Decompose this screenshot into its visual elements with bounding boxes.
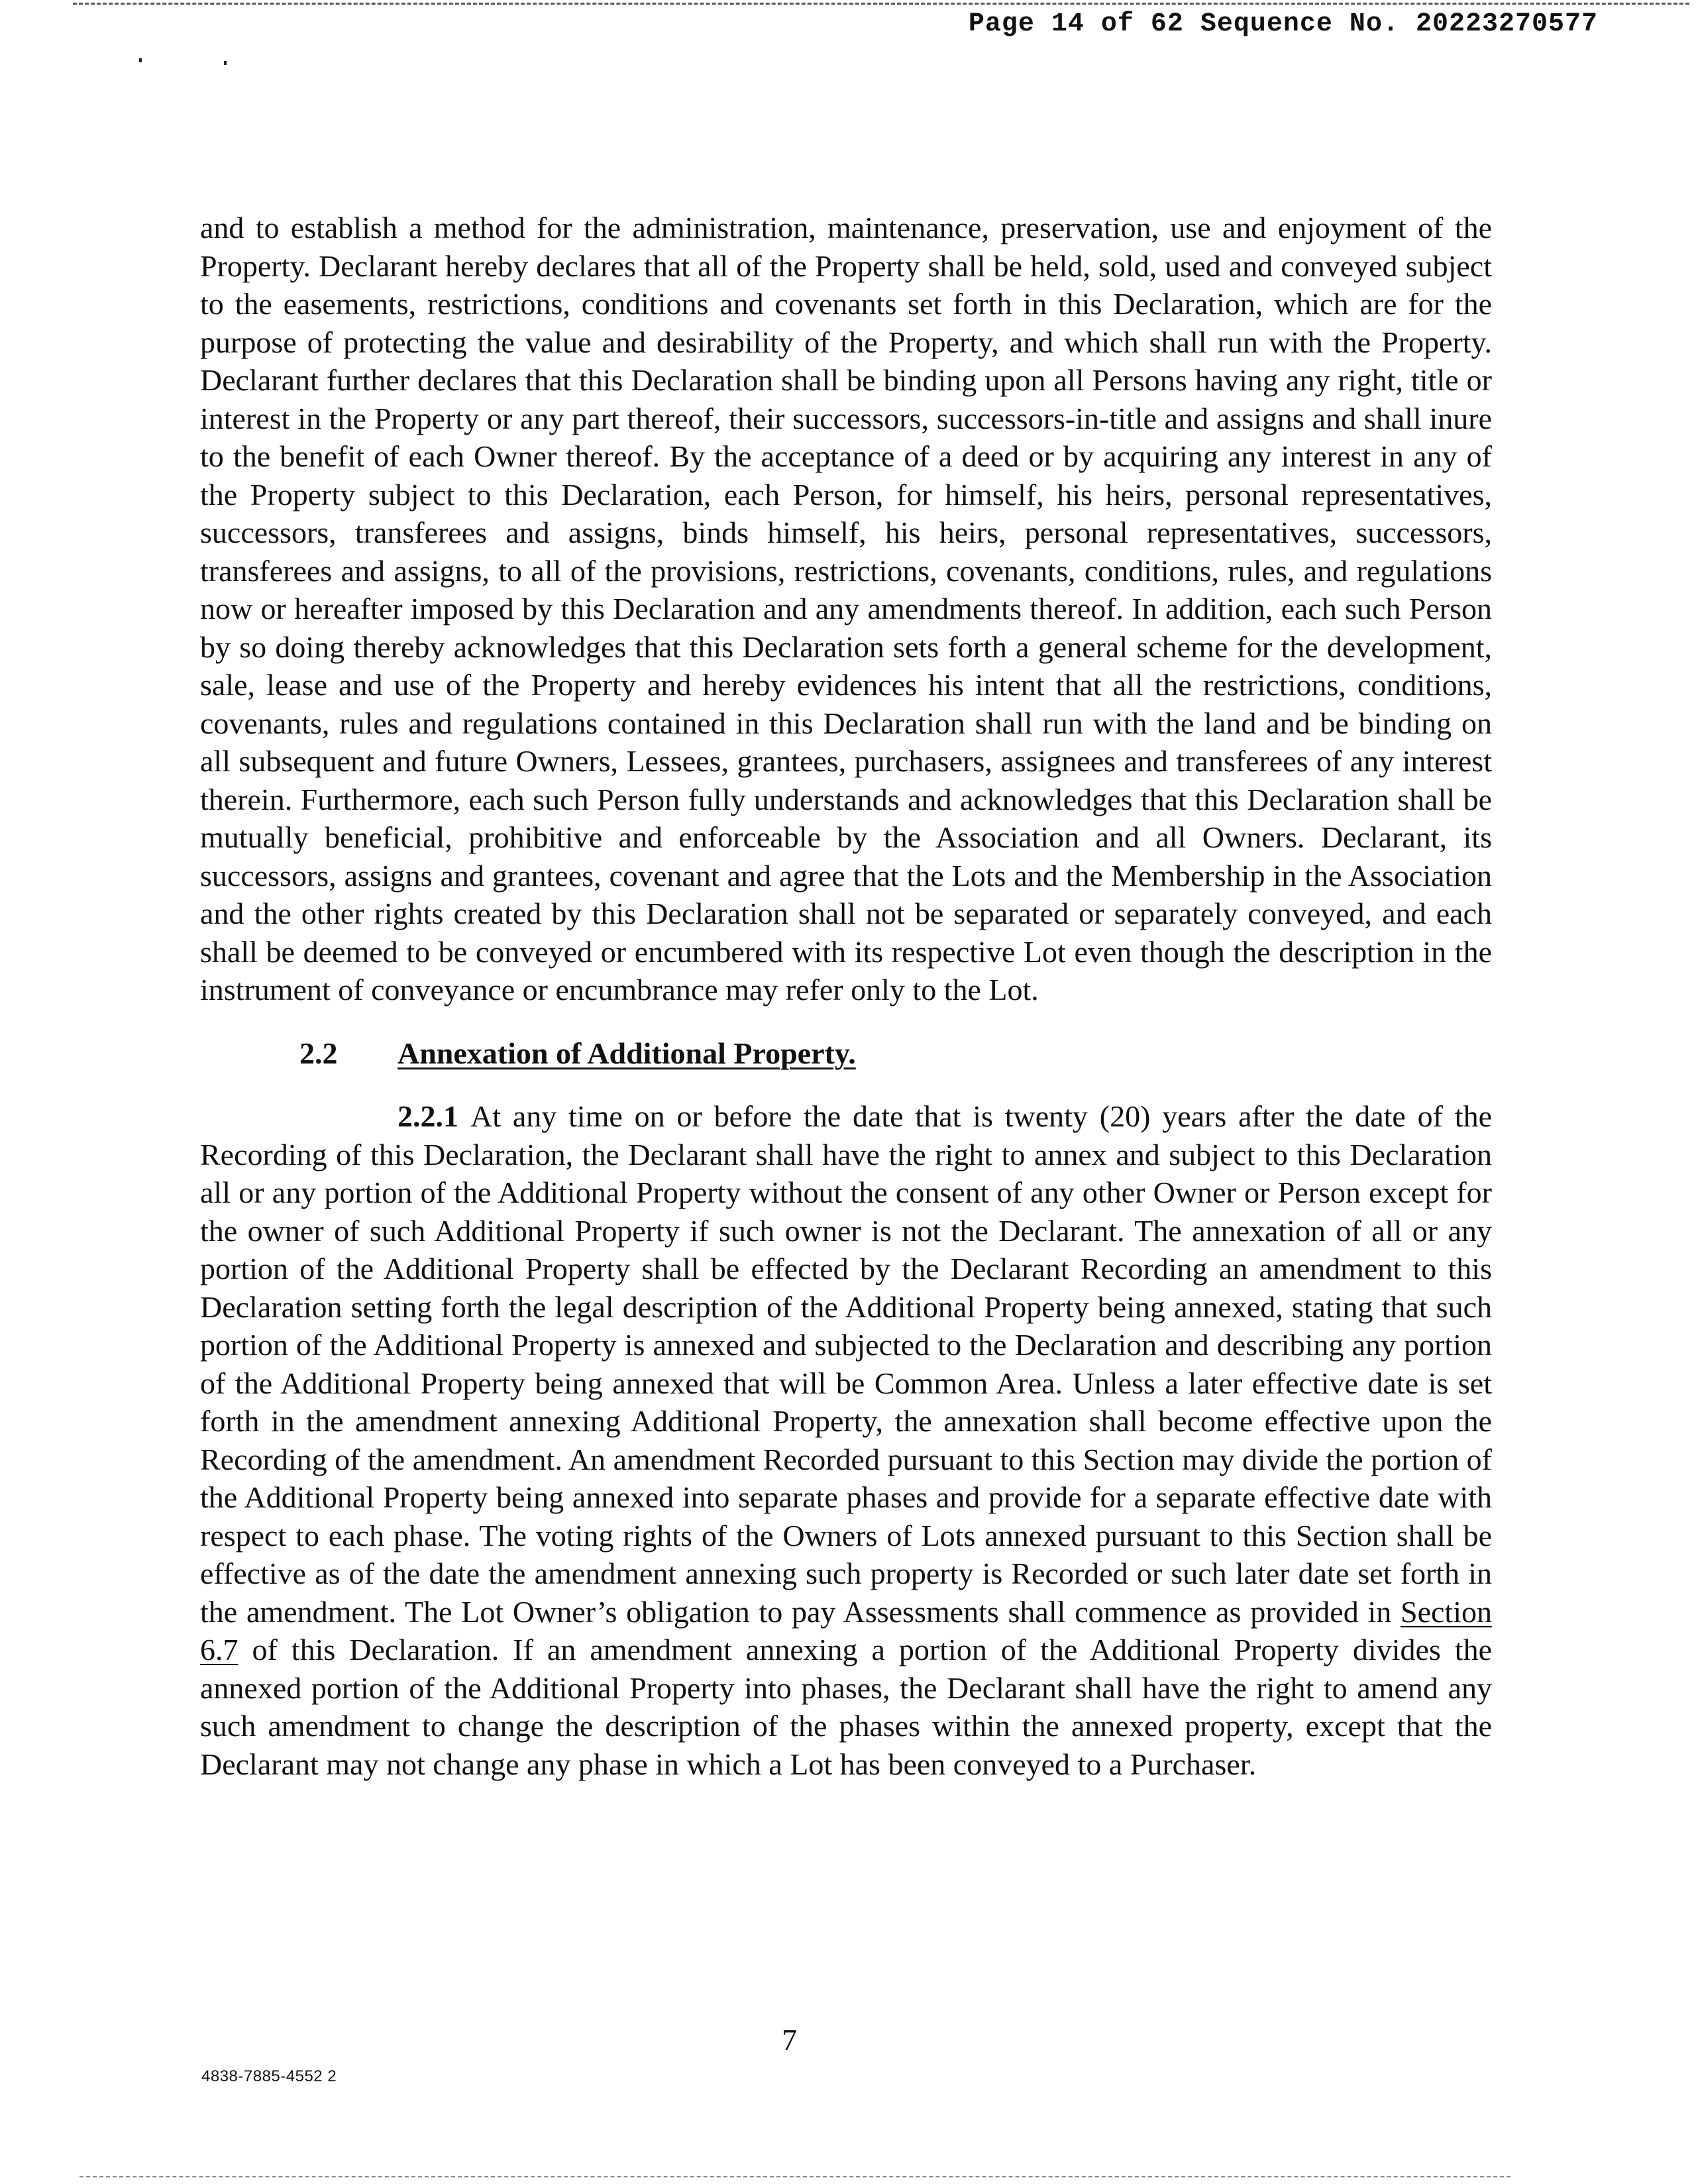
scan-speck [139, 58, 142, 62]
document-id: 4838-7885-4552 2 [201, 2067, 337, 2085]
section-heading [200, 1034, 1492, 1073]
subsection-paragraph [200, 1097, 1492, 1783]
subsection-text-before-reference: At any time on or before the date that is twenty (20) years after the date of the Recording of this Declaration, the Declarant shall have the right to annex and subject to this Declaration all or any portion of the Additional Property without the consent of any other Owner or Person except for the owner of such Additional Property if such owner is not the Declarant. The annexation of all or any portion of the Additional Property shall be effected by the Declarant Recording an amendment to this Declaration setting forth the legal description of the Additional Property being annexed, stating that such portion of the Additional Property is annexed and subjected to the Declaration and describing any portion of the Additional Property being annexed that will be Common Area. Unless a later effective date is set forth in the amendment annexing Additional Property, the annexation shall become effective upon the Recording of the amendment. An amendment Recorded pursuant to this Section may divide the portion of the Additional Property being annexed into separate phases and provide for a separate effective date with respect to each phase. The voting rights of the Owners of Lots annexed pursuant to this Section shall be effective as of the date the amendment annexing such property is Recorded or such later date set forth in the amendment. The Lot Owner’s obligation to pay Assessments shall commence as provided in [200, 1099, 1492, 1629]
subsection-text-after-reference: of this Declaration. If an amendment annexing a portion of the Additional Property divides the annexed portion of the Additional Property into phases, the Declarant shall have the right to amend any such amendment to change the description of the phases within the annexed property, except that the Declarant may not change any phase in which a Lot has been conveyed to a Purchaser. [200, 1633, 1492, 1781]
section-cross-reference: Section 6.7 [200, 1594, 1492, 1666]
section-title: Annexation of Additional Property. [398, 1036, 856, 1070]
section-number: 2.2 [299, 1036, 338, 1070]
scan-speck [224, 61, 227, 65]
top-scan-rule [73, 3, 1689, 5]
bottom-scan-rule [80, 2176, 1510, 2177]
recording-stamp: Page 14 of 62 Sequence No. 20223270577 [968, 9, 1598, 39]
page-number: 7 [782, 2023, 797, 2057]
subsection-number: 2.2.1 [398, 1099, 458, 1133]
document-body [200, 209, 1492, 1783]
intro-paragraph: and to establish a method for the administration, maintenance, preservation, use and enjoyment of the Property. Declarant hereby declares that all of the Property shall be held, sold, used and conveyed subject to the easements, restrictions, conditions and covenants set forth in this Declaration, which are for the purpose of protecting the value and desirability of the Property, and which shall run with the Property. Declarant further declares that this Declaration shall be binding upon all Persons having any right, title or interest in the Property or any part thereof, their successors, successors-in-title and assigns and shall inure to the benefit of each Owner thereof. By the acceptance of a deed or by acquiring any interest in any of the Property subject to this Declaration, each Person, for himself, his heirs, personal representatives, successors, transferees and assigns, binds himself, his heirs, personal representatives, successors, transferees and assigns, to all of the provisions, restrictions, covenants, conditions, rules, and regulations now or hereafter imposed by this Declaration and any amendments thereof. In addition, each such Person by so doing thereby acknowledges that this Declaration sets forth a general scheme for the development, sale, lease and use of the Property and hereby evidences his intent that all the restrictions, conditions, covenants, rules and regulations contained in this Declaration shall run with the land and be binding on all subsequent and future Owners, Lessees, grantees, purchasers, assignees and transferees of any interest therein. Furthermore, each such Person fully understands and acknowledges that this Declaration shall be mutually beneficial, prohibitive and enforceable by the Association and all Owners. Declarant, its successors, assigns and grantees, covenant and agree that the Lots and the Membership in the Association and the other rights created by this Declaration shall not be separated or separately conveyed, and each shall be deemed to be conveyed or encumbered with its respective Lot even though the description in the instrument of conveyance or encumbrance may refer only to the Lot. [200, 211, 1492, 1007]
